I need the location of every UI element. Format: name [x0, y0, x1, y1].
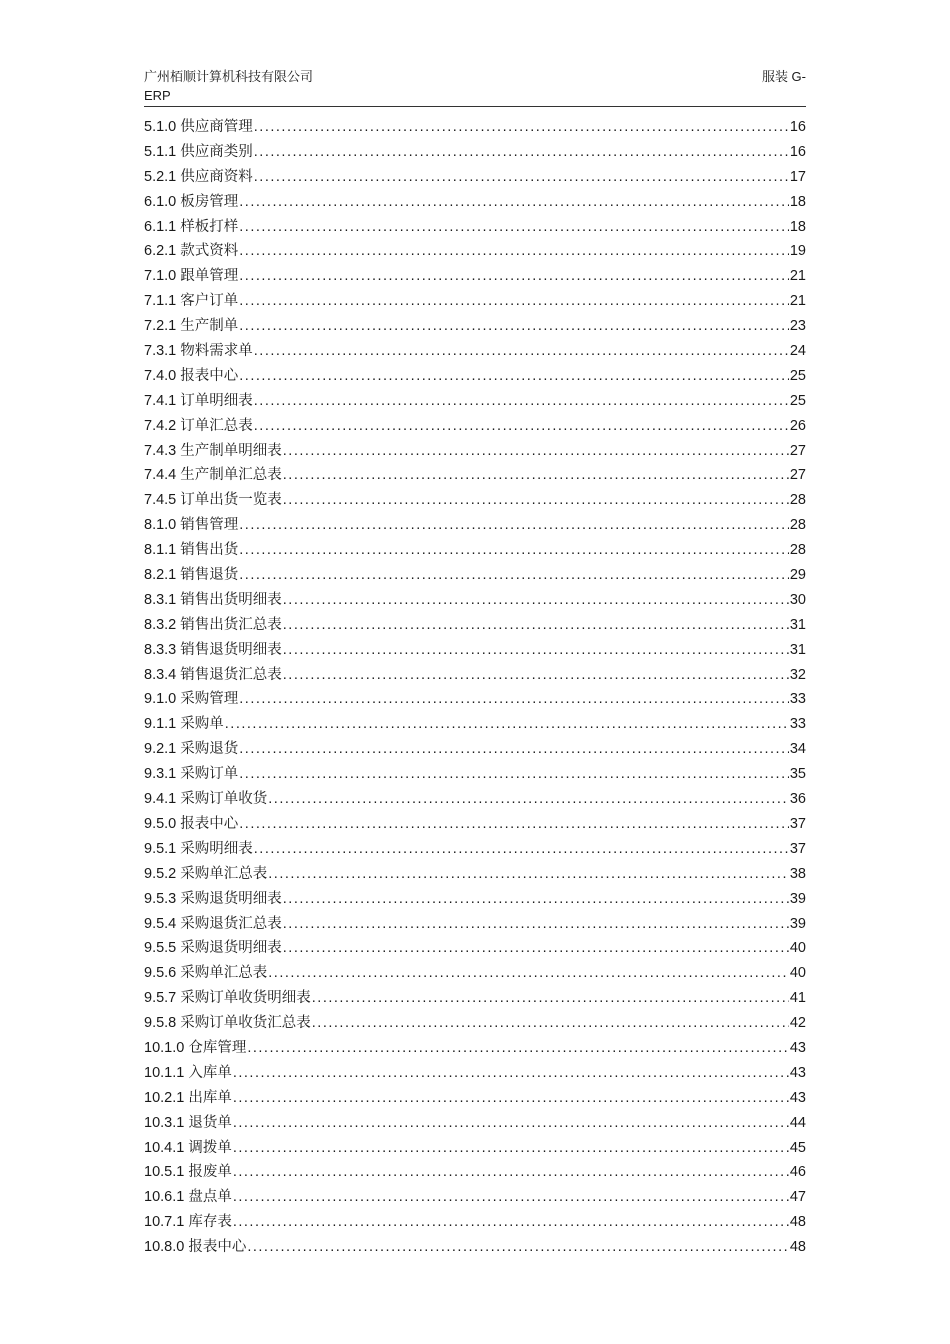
toc-entry-page-number[interactable]: 31: [789, 616, 806, 633]
toc-entry[interactable]: [144, 812, 806, 837]
toc-entry-title[interactable]: 9.5.7 采购订单收货明细表: [144, 990, 311, 1007]
toc-entry-title[interactable]: 10.4.1 调拨单: [144, 1139, 232, 1156]
toc-entry-title[interactable]: 7.2.1 生产制单: [144, 318, 239, 335]
toc-dot-leader: [239, 364, 789, 389]
toc-entry-page-number[interactable]: 28: [789, 492, 806, 509]
toc-entry-page-number[interactable]: 25: [789, 367, 806, 384]
toc-dot-leader: [233, 1160, 789, 1185]
toc-entry-page-number[interactable]: 39: [789, 915, 806, 932]
toc-entry-title[interactable]: 8.1.1 销售出货: [144, 542, 239, 559]
toc-entry-page-number[interactable]: 33: [789, 716, 806, 733]
toc-entry[interactable]: [144, 239, 806, 264]
toc-entry[interactable]: [144, 912, 806, 937]
toc-dot-leader: [239, 762, 789, 787]
toc-entry-title[interactable]: 7.4.2 订单汇总表: [144, 417, 253, 434]
toc-dot-leader: [283, 936, 789, 961]
toc-dot-leader: [247, 1036, 789, 1061]
toc-entry-page-number[interactable]: 37: [789, 840, 806, 857]
toc-entry-title[interactable]: 9.5.8 采购订单收货汇总表: [144, 1015, 311, 1032]
toc-entry-title[interactable]: 9.3.1 采购订单: [144, 766, 239, 783]
toc-entry-page-number[interactable]: 43: [789, 1039, 806, 1056]
page-header: [144, 68, 806, 107]
toc-dot-leader: [239, 239, 789, 264]
toc-entry-page-number[interactable]: 30: [789, 591, 806, 608]
toc-dot-leader: [283, 912, 789, 937]
toc-entry-title[interactable]: 6.2.1 款式资料: [144, 243, 239, 260]
toc-entry-page-number[interactable]: 33: [789, 691, 806, 708]
toc-entry-title[interactable]: 7.4.3 生产制单明细表: [144, 442, 282, 459]
toc-entry-page-number[interactable]: 37: [789, 815, 806, 832]
header-company: 广州栢顺计算机科技有限公司: [144, 69, 314, 84]
toc-entry-page-number[interactable]: 35: [789, 766, 806, 783]
toc-entry[interactable]: [144, 463, 806, 488]
toc-entry-page-number[interactable]: 46: [789, 1164, 806, 1181]
toc-entry-page-number[interactable]: 19: [789, 243, 806, 260]
toc-entry[interactable]: [144, 1111, 806, 1136]
toc-dot-leader: [225, 712, 789, 737]
toc-dot-leader: [254, 339, 789, 364]
toc-entry-page-number[interactable]: 41: [789, 990, 806, 1007]
toc-dot-leader: [239, 289, 789, 314]
toc-entry-title[interactable]: 10.1.0 仓库管理: [144, 1039, 247, 1056]
toc-entry[interactable]: [144, 538, 806, 563]
toc-entry[interactable]: [144, 961, 806, 986]
toc-entry-title[interactable]: 9.5.3 采购退货明细表: [144, 890, 282, 907]
toc-entry[interactable]: [144, 687, 806, 712]
toc-entry[interactable]: [144, 737, 806, 762]
header-product-prefix: 服装 G-: [761, 69, 806, 84]
toc-entry-page-number[interactable]: 47: [789, 1189, 806, 1206]
toc-entry-page-number[interactable]: 21: [789, 268, 806, 285]
toc-entry[interactable]: [144, 165, 806, 190]
toc-entry[interactable]: [144, 588, 806, 613]
toc-entry-page-number[interactable]: 18: [789, 218, 806, 235]
toc-dot-leader: [247, 1235, 789, 1260]
toc-entry-title[interactable]: 9.5.0 报表中心: [144, 815, 239, 832]
toc-entry-page-number[interactable]: 44: [789, 1114, 806, 1131]
toc-entry-page-number[interactable]: 27: [789, 442, 806, 459]
toc-dot-leader: [268, 787, 789, 812]
toc-dot-leader: [239, 538, 789, 563]
toc-entry[interactable]: [144, 1136, 806, 1161]
toc-entry[interactable]: [144, 1210, 806, 1235]
toc-entry-title[interactable]: 6.1.1 样板打样: [144, 218, 239, 235]
toc-entry[interactable]: [144, 638, 806, 663]
toc-dot-leader: [283, 613, 789, 638]
toc-entry[interactable]: [144, 762, 806, 787]
toc-entry[interactable]: [144, 140, 806, 165]
toc-entry-page-number[interactable]: 28: [789, 517, 806, 534]
toc-entry-title[interactable]: 7.4.4 生产制单汇总表: [144, 467, 282, 484]
toc-entry-title[interactable]: 8.3.3 销售退货明细表: [144, 641, 282, 658]
toc-dot-leader: [239, 314, 789, 339]
toc-dot-leader: [254, 140, 789, 165]
toc-dot-leader: [233, 1111, 789, 1136]
toc-entry-page-number[interactable]: 23: [789, 318, 806, 335]
toc-entry-title[interactable]: 9.4.1 采购订单收货: [144, 791, 268, 808]
toc-entry[interactable]: [144, 1086, 806, 1111]
toc-entry[interactable]: [144, 986, 806, 1011]
toc-entry[interactable]: [144, 264, 806, 289]
toc-entry-title[interactable]: 5.1.0 供应商管理: [144, 119, 253, 135]
toc-entry-title[interactable]: 7.4.5 订单出货一览表: [144, 492, 282, 509]
toc-entry-page-number[interactable]: 40: [789, 940, 806, 957]
toc-entry-title[interactable]: 10.5.1 报废单: [144, 1164, 232, 1181]
toc-dot-leader: [254, 389, 789, 414]
toc-entry[interactable]: [144, 887, 806, 912]
toc-dot-leader: [254, 414, 789, 439]
toc-dot-leader: [239, 215, 789, 240]
toc-entry-title[interactable]: 10.2.1 出库单: [144, 1089, 232, 1106]
toc-entry-page-number[interactable]: 43: [789, 1064, 806, 1081]
toc-entry-page-number[interactable]: 40: [789, 965, 806, 982]
toc-entry[interactable]: [144, 115, 806, 140]
toc-entry-page-number[interactable]: 18: [789, 193, 806, 210]
toc-entry[interactable]: [144, 563, 806, 588]
toc-entry-title[interactable]: 9.5.2 采购单汇总表: [144, 865, 268, 882]
toc-entry-title[interactable]: 8.3.4 销售退货汇总表: [144, 666, 282, 683]
toc-entry[interactable]: [144, 1235, 806, 1260]
toc-entry-title[interactable]: 9.1.0 采购管理: [144, 691, 239, 708]
toc-entry[interactable]: [144, 215, 806, 240]
toc-dot-leader: [233, 1185, 789, 1210]
toc-entry-page-number[interactable]: 42: [789, 1015, 806, 1032]
toc-entry[interactable]: [144, 289, 806, 314]
toc-entry-title[interactable]: 7.4.1 订单明细表: [144, 392, 253, 409]
toc-entry-page-number[interactable]: 25: [789, 392, 806, 409]
toc-entry-page-number[interactable]: 43: [789, 1089, 806, 1106]
toc-entry-page-number[interactable]: 26: [789, 417, 806, 434]
toc-entry-page-number[interactable]: 31: [789, 641, 806, 658]
toc-dot-leader: [233, 1136, 789, 1161]
toc-entry[interactable]: [144, 1036, 806, 1061]
toc-entry[interactable]: [144, 663, 806, 688]
toc-entry-page-number[interactable]: 16: [789, 119, 806, 135]
toc-entry-page-number[interactable]: 36: [789, 791, 806, 808]
toc-dot-leader: [283, 638, 789, 663]
toc-entry-page-number[interactable]: 48: [789, 1239, 806, 1256]
toc-entry-title[interactable]: 5.2.1 供应商资料: [144, 168, 253, 185]
toc-entry-title[interactable]: 9.2.1 采购退货: [144, 741, 239, 758]
toc-dot-leader: [254, 165, 789, 190]
toc-entry-title[interactable]: 8.2.1 销售退货: [144, 567, 239, 584]
toc-entry-page-number[interactable]: 45: [789, 1139, 806, 1156]
toc-entry[interactable]: [144, 513, 806, 538]
toc-entry[interactable]: [144, 712, 806, 737]
toc-entry-page-number[interactable]: 17: [789, 168, 806, 185]
toc-dot-leader: [312, 986, 789, 1011]
toc-entry[interactable]: [144, 787, 806, 812]
toc-entry[interactable]: [144, 837, 806, 862]
toc-entry-title[interactable]: 7.1.0 跟单管理: [144, 268, 239, 285]
toc-entry[interactable]: [144, 862, 806, 887]
toc-entry-title[interactable]: 7.4.0 报表中心: [144, 367, 239, 384]
header-product-suffix: ERP: [144, 88, 171, 103]
toc-entry-title[interactable]: 5.1.1 供应商类别: [144, 143, 253, 160]
toc-entry-page-number[interactable]: 28: [789, 542, 806, 559]
toc-entry-title[interactable]: 7.3.1 物料需求单: [144, 343, 253, 360]
toc-dot-leader: [254, 115, 789, 140]
toc-entry-title[interactable]: 9.1.1 采购单: [144, 716, 224, 733]
toc-entry-page-number[interactable]: 27: [789, 467, 806, 484]
toc-entry[interactable]: [144, 339, 806, 364]
toc-dot-leader: [254, 837, 789, 862]
toc-entry-title[interactable]: 10.6.1 盘点单: [144, 1189, 232, 1206]
toc-entry-title[interactable]: 8.1.0 销售管理: [144, 517, 239, 534]
toc-dot-leader: [283, 588, 789, 613]
toc-dot-leader: [233, 1210, 789, 1235]
toc-dot-leader: [312, 1011, 789, 1036]
toc-entry-page-number[interactable]: 21: [789, 293, 806, 310]
toc-entry-title[interactable]: 9.5.1 采购明细表: [144, 840, 253, 857]
toc-dot-leader: [239, 737, 789, 762]
toc-entry-page-number[interactable]: 39: [789, 890, 806, 907]
toc-dot-leader: [268, 862, 789, 887]
toc-entry[interactable]: [144, 314, 806, 339]
toc-entry-title[interactable]: 9.5.5 采购退货明细表: [144, 940, 282, 957]
toc-dot-leader: [239, 190, 789, 215]
toc-entry[interactable]: [144, 488, 806, 513]
toc-dot-leader: [283, 439, 789, 464]
toc-entry[interactable]: [144, 439, 806, 464]
toc-entry-title[interactable]: 10.3.1 退货单: [144, 1114, 232, 1131]
toc-dot-leader: [233, 1086, 789, 1111]
toc-dot-leader: [239, 264, 789, 289]
toc-entry[interactable]: [144, 613, 806, 638]
toc-dot-leader: [233, 1061, 789, 1086]
toc-entry-title[interactable]: 8.3.2 销售出货汇总表: [144, 616, 282, 633]
toc-entry-page-number[interactable]: 38: [789, 865, 806, 882]
toc-entry-page-number[interactable]: 16: [789, 143, 806, 160]
toc-entry-title[interactable]: 10.1.1 入库单: [144, 1064, 232, 1081]
toc-entry[interactable]: [144, 1061, 806, 1086]
toc-entry-title[interactable]: 9.5.6 采购单汇总表: [144, 965, 268, 982]
toc-entry-title[interactable]: 7.1.1 客户订单: [144, 293, 239, 310]
toc-dot-leader: [283, 488, 789, 513]
toc-entry-title[interactable]: 8.3.1 销售出货明细表: [144, 591, 282, 608]
toc-entry[interactable]: [144, 1160, 806, 1185]
toc-entry[interactable]: [144, 190, 806, 215]
toc-dot-leader: [239, 812, 789, 837]
toc-entry-page-number[interactable]: 32: [789, 666, 806, 683]
toc-entry-page-number[interactable]: 29: [789, 567, 806, 584]
toc-entry[interactable]: [144, 389, 806, 414]
toc-entry[interactable]: [144, 364, 806, 389]
toc-dot-leader: [239, 563, 789, 588]
toc-entry[interactable]: [144, 1011, 806, 1036]
toc-dot-leader: [268, 961, 789, 986]
toc-entry[interactable]: [144, 1185, 806, 1210]
toc-entry-title[interactable]: 6.1.0 板房管理: [144, 193, 239, 210]
toc-entry[interactable]: [144, 936, 806, 961]
toc-dot-leader: [283, 663, 789, 688]
table-of-contents: [144, 115, 806, 1260]
toc-dot-leader: [239, 513, 789, 538]
toc-entry-page-number[interactable]: 34: [789, 741, 806, 758]
toc-entry[interactable]: [144, 414, 806, 439]
toc-entry-page-number[interactable]: 24: [789, 343, 806, 360]
toc-entry-title[interactable]: 10.7.1 库存表: [144, 1214, 232, 1231]
toc-entry-page-number[interactable]: 48: [789, 1214, 806, 1231]
toc-dot-leader: [283, 463, 789, 488]
toc-dot-leader: [239, 687, 789, 712]
toc-entry-title[interactable]: 10.8.0 报表中心: [144, 1239, 247, 1256]
toc-dot-leader: [283, 887, 789, 912]
toc-entry-title[interactable]: 9.5.4 采购退货汇总表: [144, 915, 282, 932]
